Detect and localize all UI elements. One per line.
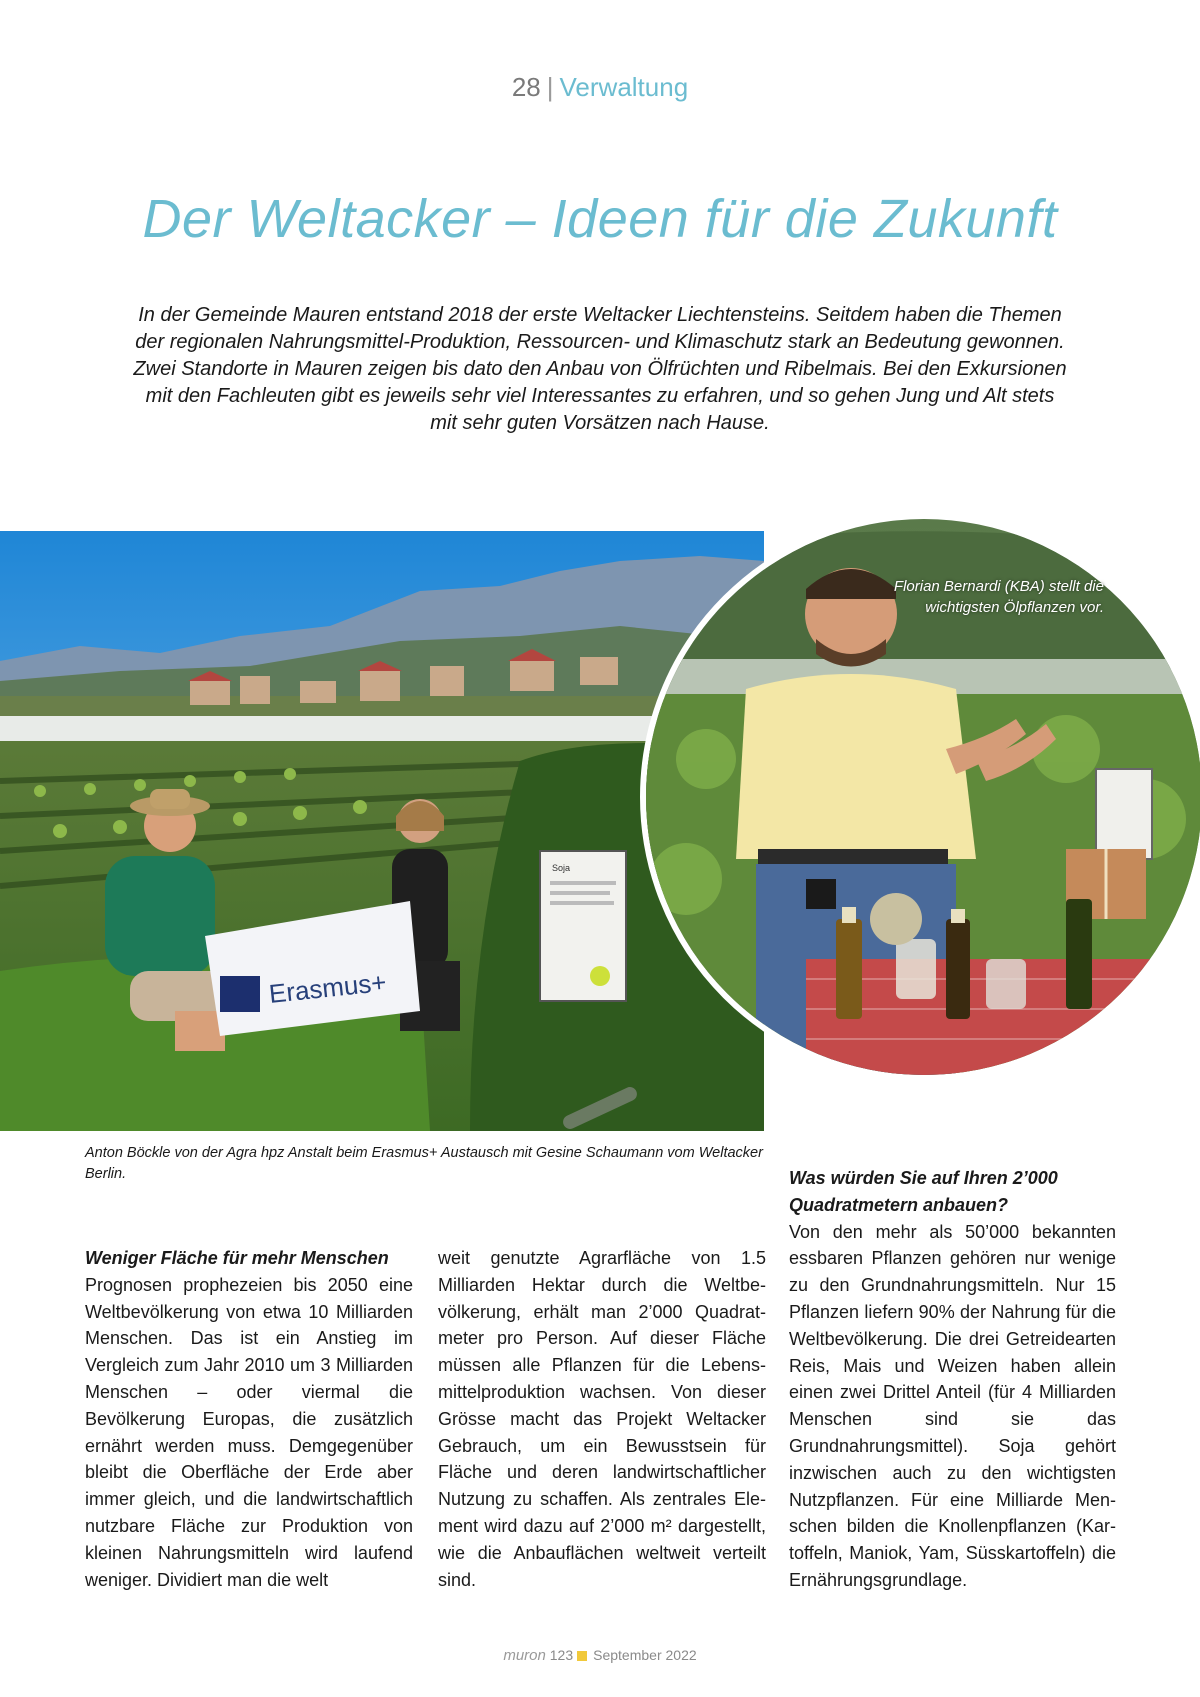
- page-footer: [0, 1647, 1200, 1664]
- column-1: [85, 1245, 413, 1593]
- section-name: Verwaltung: [559, 72, 689, 102]
- column-1-text: Prognosen prophezeien bis 2050 eine Weltbevölkerung von etwa 10 Milliarden Menschen. Das ist ein Anstieg im Vergleich zum Jahr 2010 um 3 Milliarden Menschen – oder viermal die Bevölkerung Europas, die zusätzlich ernährt werden muss. Demgegenüber bleibt die Oberfläche der Erde aber immer gleich, und die landwirtschaftlich nutzbare Fläche zur Produktion von kleinen Nahrungsmitteln wird laufend weniger. Dividiert man die welt: [85, 1274, 413, 1590]
- article-lead: In der Gemeinde Mauren entstand 2018 der erste Weltacker Liechtensteins. Seitdem haben die Themen der regionalen Nahrungsmittel-Produktion, Ressourcen- und Klimaschutz stark an Bedeutung gewonnen. Zwei Standorte in Mauren zeigen bis dato den Anbau von Ölfrüchten und Ribelmais. Bei den Exkursionen mit den Fachleuten gibt es jeweils sehr viel Interessantes zu erfahren, und so gehen Jung und Alt stets mit sehr guten Vorsätzen nach Hause.: [133, 304, 1067, 434]
- article-title: Der Weltacker – Ideen für die Zukunft: [142, 189, 1058, 249]
- column-2-text: weit genutzte Agrarfläche von 1.5 Milliarden Hektar durch die Weltbevölkerung, erhält man 2’000 Quadratmeter pro Person. Auf dieser Fläche müssen alle Pflanzen für die Lebensmittelproduktion wachsen. Von dieser Grösse macht das Projekt Weltacker Gebrauch, um ein Bewusstsein für Fläche und deren landwirtschaftlicher Nutzung zu schaffen. Als zentrales Element wird dazu auf 2’000 m² dargestellt, wie die Anbauflächen weltweit verteilt sind.: [438, 1248, 766, 1590]
- footer-square-icon: [577, 1651, 587, 1661]
- issue-number: 123: [549, 1647, 574, 1663]
- column-3-text: Von den mehr als 50’000 bekannten essbaren Pflanzen gehören nur wenige zu den Grundnahrungsmitteln. Nur 15 Pflanzen liefern 90% der Nahrung für die Weltbevölkerung. Die drei Getreidearten Reis, Mais und Weizen haben allein einen zwei Drittel Anteil (für 4 Milliarden Menschen sind sie das Grundnahrungsmittel). Soja gehört inzwischen auch zu den wichtigsten Nutzpflanzen. Für eine Milliarde Menschen bilden die Knollenpflanzen (Kartoffeln, Maniok, Yam, Süsskartoffeln) die Ernährungsgrundlage.: [789, 1221, 1116, 1590]
- speaker-photo-caption: Florian Bernardi (KBA) stellt die wichtigsten Ölpflanzen vor.: [893, 578, 1104, 616]
- section-heading-1: Weniger Fläche für mehr Menschen: [85, 1248, 389, 1268]
- banner-text: Erasmus+: [267, 966, 388, 1009]
- header-separator: |: [546, 72, 554, 102]
- page-header: [0, 72, 1200, 103]
- magazine-brand: muron: [503, 1647, 546, 1664]
- section-heading-2: Was würden Sie auf Ihren 2’000 Quadratmetern anbauen?: [789, 1168, 1058, 1215]
- sign-title: Soja: [552, 863, 571, 873]
- column-2: [438, 1245, 766, 1593]
- page-number: 28: [511, 72, 541, 102]
- column-3: [789, 1165, 1116, 1594]
- issue-date: September 2022: [593, 1647, 697, 1663]
- main-photo-caption: Anton Böckle von der Agra hpz Anstalt beim Erasmus+ Austausch mit Gesine Schaumann vom Weltacker Berlin.: [85, 1145, 763, 1182]
